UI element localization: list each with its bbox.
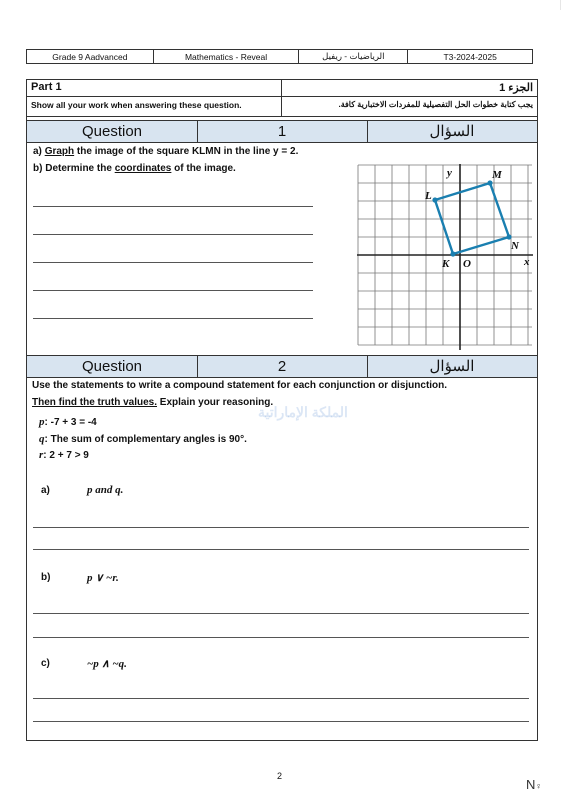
watermark: الملكة الإماراتية bbox=[258, 404, 348, 420]
vertex-m bbox=[487, 180, 492, 185]
q2-a-expr: p and q. bbox=[87, 484, 124, 496]
label-n: N bbox=[511, 240, 519, 252]
part-title-ar: الجزء 1 bbox=[499, 82, 533, 94]
vertex-n bbox=[506, 234, 511, 239]
header-table bbox=[26, 49, 533, 64]
question-2-header bbox=[27, 355, 537, 378]
statement-p: p: -7 + 3 = -4 bbox=[39, 416, 97, 428]
q1-part-a: a) Graph the image of the square KLMN in the line y = 2. bbox=[33, 146, 299, 157]
instruction-row bbox=[27, 96, 537, 117]
instruction-ar: يجب كتابة خطوات الحل التفصيلية للمفردات الاختبارية كافة. bbox=[338, 100, 533, 109]
page-number: 2 bbox=[277, 771, 283, 781]
q2-b-label: b) bbox=[41, 572, 51, 583]
q2-c-label: c) bbox=[41, 658, 50, 669]
question-label-ar: السؤال bbox=[429, 123, 475, 140]
term-cell: T3-2024-2025 bbox=[408, 50, 533, 64]
answer-line[interactable] bbox=[33, 721, 529, 722]
answer-line[interactable] bbox=[33, 698, 529, 699]
q2-a-label: a) bbox=[41, 485, 50, 496]
question-number: 1 bbox=[277, 123, 287, 140]
answer-line[interactable] bbox=[33, 527, 529, 528]
square-klmn bbox=[435, 183, 509, 254]
answer-line[interactable] bbox=[33, 318, 313, 319]
q2-c-expr: ~p ∧ ~q. bbox=[87, 658, 127, 670]
question-label-ar: السؤال bbox=[429, 358, 475, 375]
statement-r: r: 2 + 7 > 9 bbox=[39, 449, 89, 461]
label-k: K bbox=[442, 258, 450, 270]
vertex-k bbox=[450, 251, 455, 256]
origin-label: O bbox=[463, 258, 471, 270]
q2-intro-1: Use the statements to write a compound statement for each conjunction or disjunction. bbox=[32, 380, 448, 391]
answer-line[interactable] bbox=[33, 262, 313, 263]
coordinate-graph bbox=[357, 164, 533, 350]
part-row bbox=[27, 80, 537, 97]
answer-line[interactable] bbox=[33, 290, 313, 291]
y-axis-label: y bbox=[447, 167, 452, 179]
x-axis-label: x bbox=[524, 256, 530, 268]
answer-line[interactable] bbox=[33, 206, 313, 207]
question-label: Question bbox=[81, 358, 143, 375]
instruction: Show all your work when answering these question. bbox=[31, 100, 242, 110]
q2-intro-2: Then find the truth values. Explain your reasoning. bbox=[32, 397, 274, 408]
corner-mark: N♀ bbox=[526, 777, 543, 792]
q2-b-expr: p ∨ ~r. bbox=[87, 572, 119, 584]
label-l: L bbox=[425, 190, 432, 202]
answer-line[interactable] bbox=[33, 613, 529, 614]
subject-cell: Mathematics - Reveal bbox=[153, 50, 299, 64]
statement-q: q: The sum of complementary angles is 90°. bbox=[39, 433, 247, 445]
vertex-l bbox=[432, 197, 437, 202]
page-edge bbox=[0, 0, 561, 10]
grade-cell: Grade 9 Aadvanced bbox=[27, 50, 154, 64]
question-label: Question bbox=[81, 123, 143, 140]
part-title: Part 1 bbox=[31, 81, 62, 93]
subject-ar-cell: الرياضيات - ريفيل bbox=[299, 50, 408, 64]
answer-line[interactable] bbox=[33, 637, 529, 638]
q1-part-b: b) Determine the coordinates of the image. bbox=[33, 163, 236, 174]
answer-line[interactable] bbox=[33, 549, 529, 550]
label-m: M bbox=[492, 169, 502, 181]
question-1-header bbox=[27, 120, 537, 143]
question-number: 2 bbox=[277, 358, 287, 375]
answer-line[interactable] bbox=[33, 234, 313, 235]
gender-icon: ♀ bbox=[535, 781, 543, 791]
